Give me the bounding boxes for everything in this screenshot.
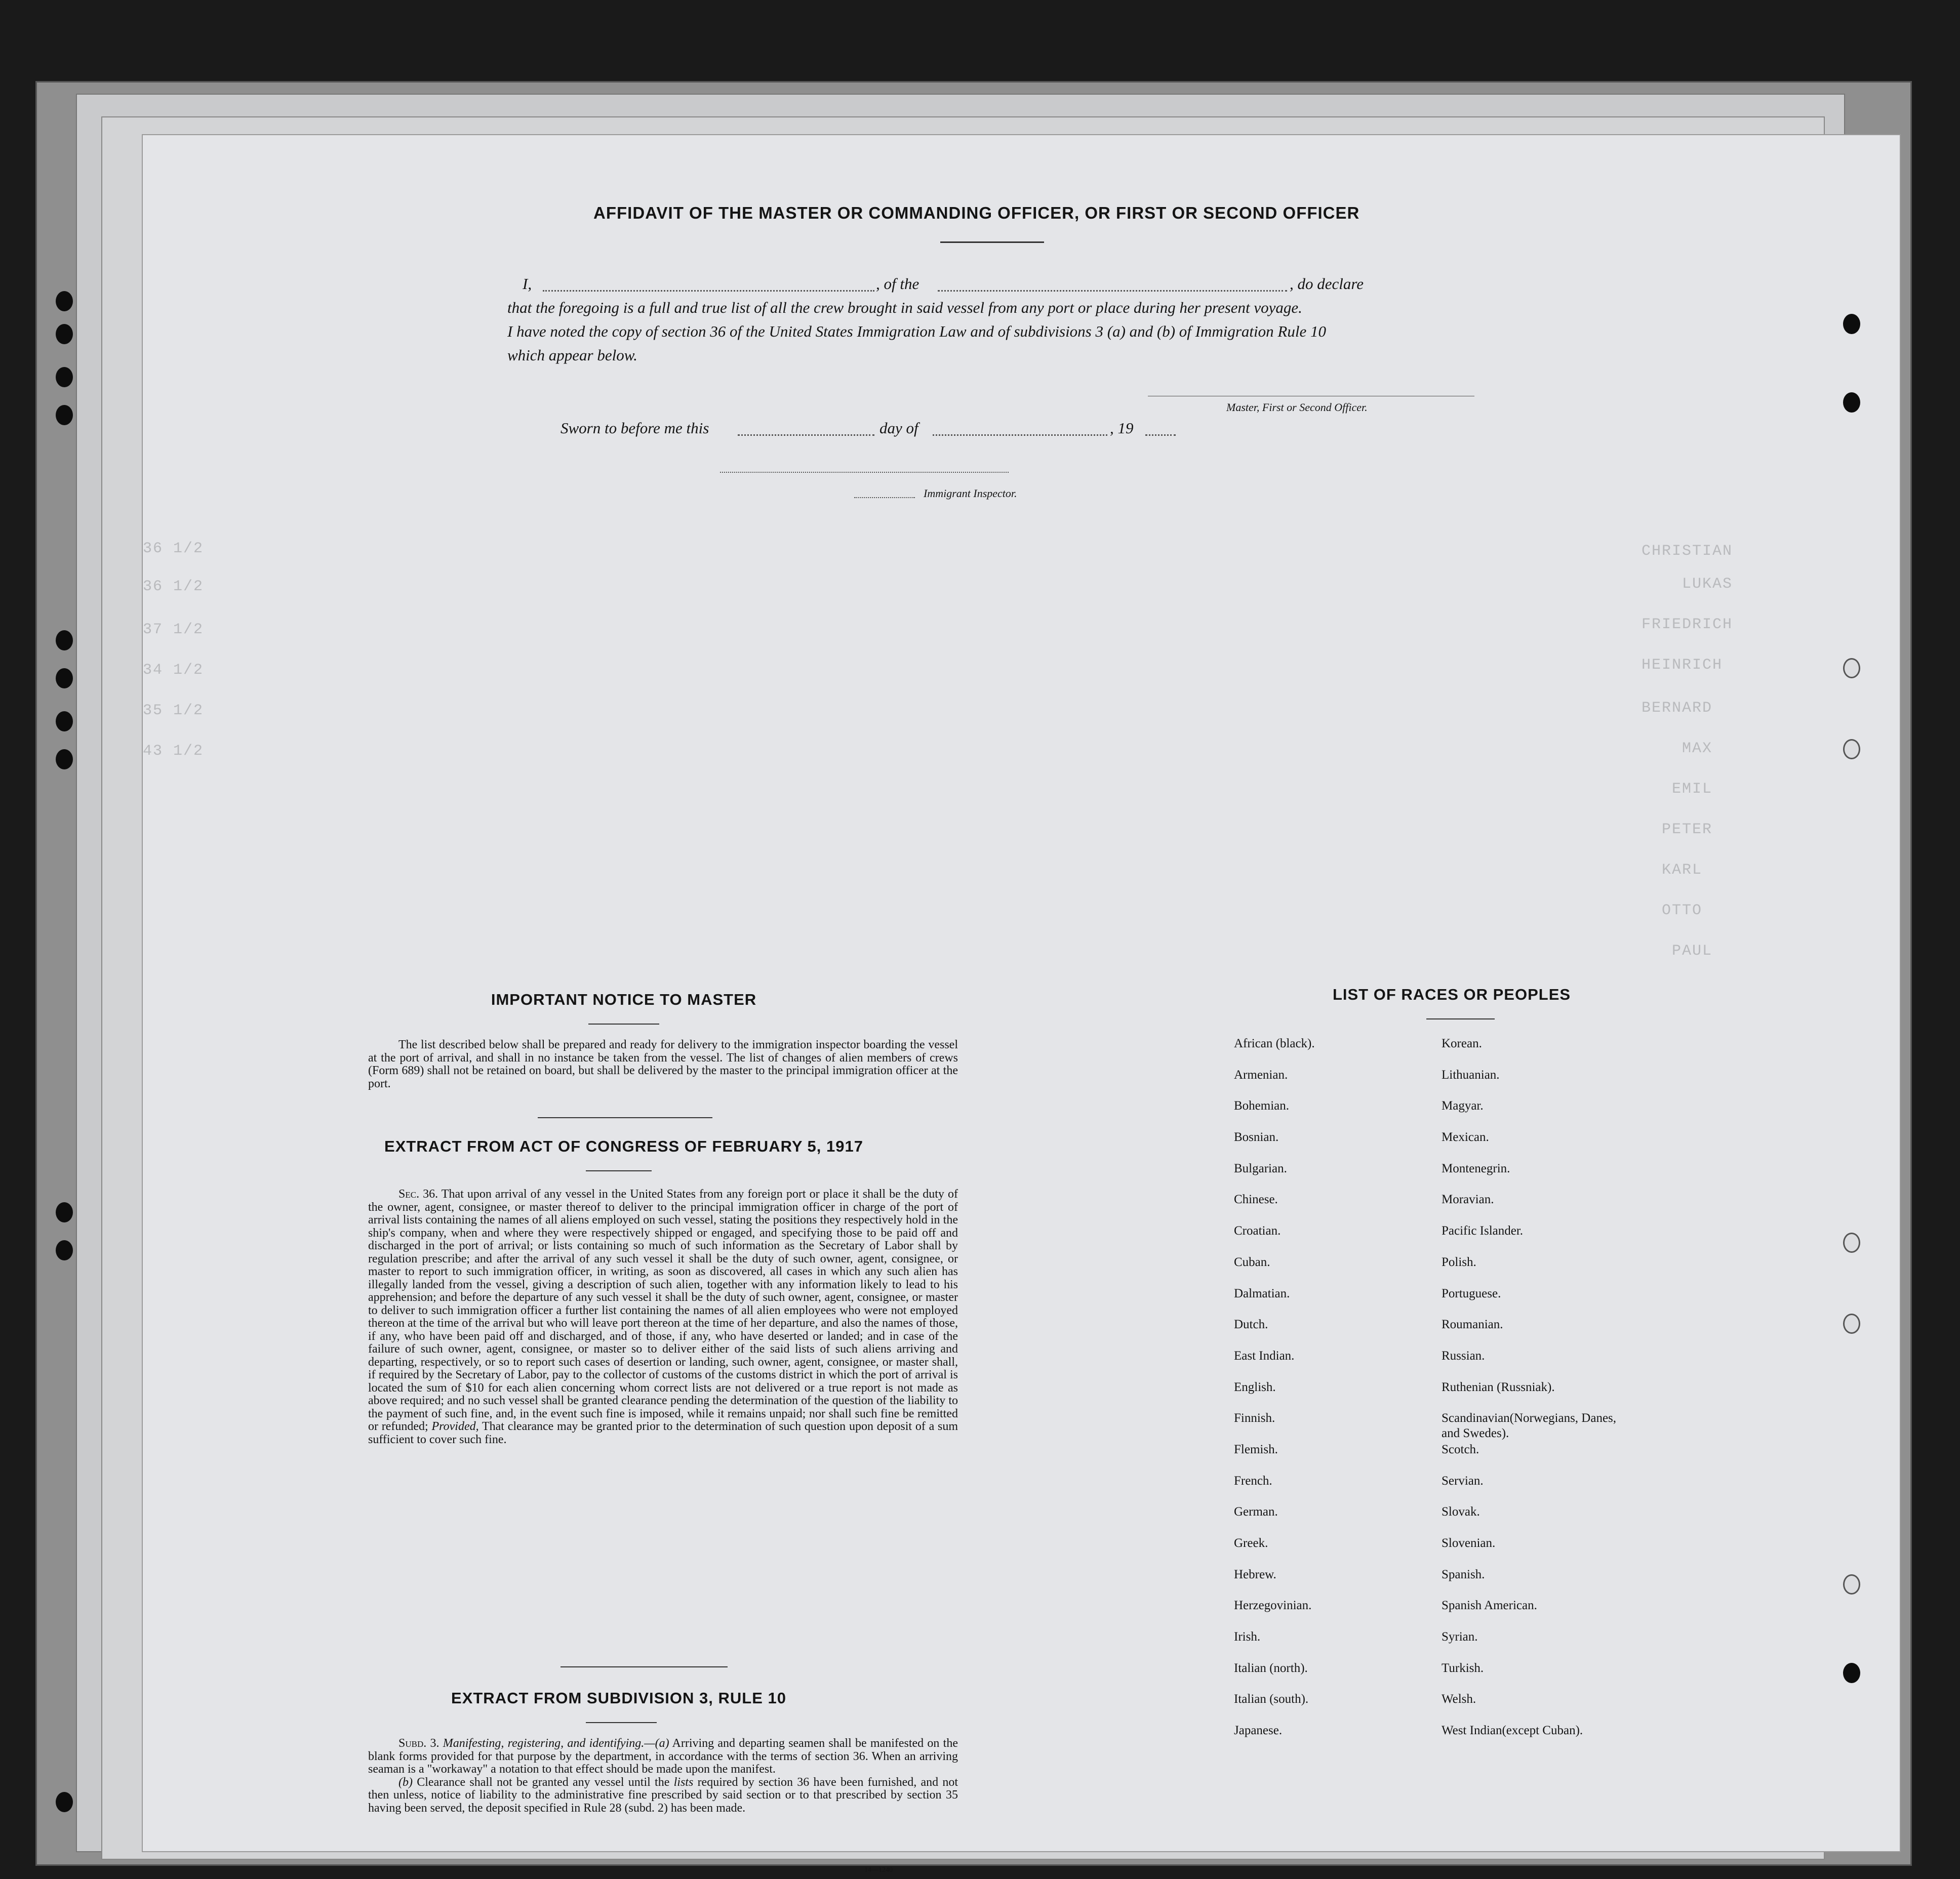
race-item: Polish.	[1442, 1255, 1476, 1269]
binding-hole	[1843, 1314, 1860, 1334]
binding-hole	[1843, 1663, 1860, 1683]
day-of-label: day of	[879, 419, 918, 437]
race-item: African (black).	[1234, 1037, 1315, 1050]
race-item: West Indian(except Cuban).	[1442, 1724, 1583, 1738]
binding-hole	[1843, 739, 1860, 759]
subd-heading: Manifesting, registering, and identifying.—(a)	[443, 1737, 669, 1750]
affidavit-line-3: I have noted the copy of section 36 of the United States Immigration Law and of subdivisions 3 (a) and (b) of Immigration Rule 10	[507, 322, 1326, 340]
race-item: English.	[1234, 1380, 1276, 1394]
race-item: Slovak.	[1442, 1505, 1480, 1519]
race-item: Irish.	[1234, 1630, 1261, 1644]
race-item: Lithuanian.	[1442, 1068, 1500, 1082]
form-page	[142, 134, 1901, 1874]
bleed-through: 37 1/2	[143, 621, 204, 638]
binding-hole	[56, 324, 73, 344]
sec-36-text: That upon arrival of any vessel in the United States from any foreign port or place it shall be the duty of the owner, agent, consignee, or master thereof to deliver to the principal immigration officer in charge of the port of arrival lists containing the names of all aliens employed on such vessel, stating the positions they respectively hold in the ship's company, when and where they were respectively shipped or engaged, and specifying those to be paid off and discharged in the port of arrival; or lists containing so much of such information as the Secretary of Labor shall by regulation prescribe; and after the arrival of any such vessel it shall be the duty of such owner, agent, consignee, or master to report to such immigration officer, in writing, as soon as discovered, all cases in which any such alien has illegally landed from the vessel, giving a description of such alien, together with any information likely to lead to his apprehension; and before the departure of any such vessel it shall be the duty of such owner, agent, consignee, or master to deliver to such immigration officer a further list containing the names of all alien employees who were not employed thereon at the time of the arrival but who will leave port thereon at the time of her departure, and also the names of those, if any, who have been paid off and discharged, and of those, if any, who have deserted or landed; and in case of the failure of such owner, agent, consignee, or master so to deliver either of the said lists of such aliens arriving and departing, respectively, or so to report such cases of desertion or landing, such owner, agent, consignee, or master shall, if required by the Secretary of Labor, pay to the collector of customs of the customs district in which the port of arrival is located the sum of $10 for each alien concerning whom correct lists are not delivered or a true report is not made as above required; and no such vessel shall be granted clearance pending the determination of the question of the liability to the payment of such fine, and, in the event such fine is imposed, while it remains unpaid; nor shall such fine be remitted or refunded;	[368, 1188, 958, 1433]
bleed-through: MAX	[1682, 740, 1713, 757]
declare-i: I,	[523, 275, 532, 293]
race-item: Flemish.	[1234, 1442, 1278, 1456]
provided-label: Provided,	[431, 1420, 479, 1433]
notice-text: The list described below shall be prepared and ready for delivery to the immigration inspector boarding the vessel at the port of arrival, and shall in no instance be taken from the vessel. The list of changes of alien members of crews (Form 689) shall not be retained on board, but shall be delivered by the master to the principal immigration officer at the port.	[368, 1038, 958, 1090]
declare-end: , do declare	[1290, 275, 1364, 293]
binding-hole	[56, 749, 73, 769]
affidavit-line-4: which appear below.	[507, 346, 637, 364]
race-item: Welsh.	[1442, 1692, 1476, 1706]
bleed-through: EMIL	[1672, 781, 1713, 798]
race-item: Syrian.	[1442, 1630, 1478, 1644]
master-caption: Master, First or Second Officer.	[1226, 401, 1368, 414]
subd-text-b1: Clearance shall not be granted any vessel until the	[417, 1775, 670, 1789]
binding-hole	[56, 668, 73, 688]
title-rule	[940, 241, 1044, 243]
binding-hole	[1843, 1574, 1860, 1595]
race-item: Turkish.	[1442, 1661, 1484, 1675]
affidavit-line-2: that the foregoing is a full and true list of all the crew brought in said vessel from any port or place during her present voyage.	[507, 299, 1302, 316]
sworn-day-field[interactable]	[738, 434, 874, 436]
rule10-title: EXTRACT FROM SUBDIVISION 3, RULE 10	[451, 1689, 786, 1707]
lists-word: lists	[673, 1775, 694, 1789]
race-item: German.	[1234, 1505, 1278, 1519]
subd-label: Subd. 3.	[398, 1737, 439, 1750]
bleed-through: PETER	[1662, 821, 1713, 838]
races-rule	[1426, 1018, 1495, 1019]
race-item: Slovenian.	[1442, 1536, 1496, 1550]
affidavit-body	[507, 272, 1479, 367]
sworn-line	[561, 416, 1320, 440]
binding-hole	[56, 1202, 73, 1222]
race-item: Herzegovinian.	[1234, 1599, 1312, 1613]
bleed-through: 43 1/2	[143, 743, 204, 760]
bleed-through: KARL	[1662, 862, 1703, 879]
bleed-through: BERNARD	[1642, 700, 1713, 717]
sworn-year-field[interactable]	[1145, 434, 1176, 436]
notice-title: IMPORTANT NOTICE TO MASTER	[491, 991, 757, 1008]
race-item: Spanish American.	[1442, 1599, 1537, 1613]
race-item: Finnish.	[1234, 1411, 1275, 1425]
name-field[interactable]	[543, 290, 874, 292]
act-divider	[561, 1666, 728, 1667]
subd-text-a: Arriving and departing seamen shall be manifested on the blank forms provided for that purpose by the department, in accordance with the terms of section 36. When an arriving seaman is a "workaway" a notation to that effect should be made upon the manifest.	[368, 1737, 958, 1776]
race-item: Bosnian.	[1234, 1130, 1279, 1145]
race-item: Ruthenian (Russniak).	[1442, 1380, 1555, 1394]
race-item: East Indian.	[1234, 1349, 1295, 1363]
race-item: Italian (north).	[1234, 1661, 1308, 1675]
bleed-through: OTTO	[1662, 902, 1703, 919]
races-left-column	[1234, 1036, 1436, 1754]
race-item: Japanese.	[1234, 1724, 1283, 1738]
race-item: Spanish.	[1442, 1567, 1485, 1581]
act-title: EXTRACT FROM ACT OF CONGRESS OF FEBRUARY 5, 1917	[384, 1137, 863, 1155]
race-item: Chinese.	[1234, 1193, 1278, 1207]
declare-of-the: , of the	[876, 275, 919, 293]
binding-hole	[56, 405, 73, 425]
b-label: (b)	[398, 1775, 413, 1789]
binding-hole	[1843, 392, 1860, 413]
race-item: Mexican.	[1442, 1130, 1489, 1145]
bleed-through: 34 1/2	[143, 662, 204, 679]
race-item: Servian.	[1442, 1474, 1484, 1488]
binding-hole	[1843, 1233, 1860, 1253]
inspector-signature-field[interactable]	[720, 472, 1009, 473]
race-item: Russian.	[1442, 1349, 1485, 1363]
sec-label: Sec. 36.	[398, 1188, 438, 1201]
notice-divider	[538, 1117, 712, 1118]
subd-text-b2: required by section 36 have been furnished, and not then unless, notice of liability to the administrative fine prescribed by said section or to that prescribed by section 35 having been served, the deposit specified in Rule 28 (subd. 2) has been made.	[368, 1775, 958, 1815]
bleed-through: 36 1/2	[143, 578, 204, 595]
race-item: Roumanian.	[1442, 1318, 1503, 1332]
race-item: Magyar.	[1442, 1099, 1484, 1113]
bleed-through: HEINRICH	[1642, 657, 1723, 674]
bleed-through: FRIEDRICH	[1642, 616, 1733, 633]
bleed-through: 36 1/2	[143, 540, 204, 557]
rule10-rule	[586, 1722, 657, 1723]
race-item: Cuban.	[1234, 1255, 1270, 1269]
notice-rule	[588, 1024, 659, 1025]
race-item: Portuguese.	[1442, 1286, 1501, 1300]
act-text	[368, 1188, 958, 1446]
bleed-through: LUKAS	[1682, 576, 1733, 593]
inspector-caption: Immigrant Inspector.	[924, 487, 1017, 500]
races-title: LIST OF RACES OR PEOPLES	[1332, 986, 1571, 1003]
binding-hole	[1843, 658, 1860, 678]
form-number: 14—1240	[864, 1866, 893, 1874]
races-right-column	[1442, 1036, 1654, 1754]
race-item: Armenian.	[1234, 1068, 1288, 1082]
sworn-month-field[interactable]	[933, 434, 1107, 436]
race-item: Bohemian.	[1234, 1099, 1290, 1113]
binding-hole	[1843, 314, 1860, 334]
race-item: Scotch.	[1442, 1442, 1479, 1456]
year-label: , 19	[1110, 419, 1134, 437]
inspector-caption-rule	[854, 497, 915, 498]
race-item: Croatian.	[1234, 1224, 1281, 1238]
binding-hole	[56, 630, 73, 650]
race-item: Greek.	[1234, 1536, 1268, 1550]
rule10-text	[368, 1737, 958, 1815]
race-item: Bulgarian.	[1234, 1161, 1287, 1175]
race-item: Moravian.	[1442, 1193, 1494, 1207]
act-rule	[586, 1170, 652, 1171]
binding-hole	[56, 367, 73, 387]
race-item: Montenegrin.	[1442, 1161, 1510, 1175]
race-item: French.	[1234, 1474, 1272, 1488]
binding-hole	[56, 711, 73, 731]
race-item: Scandinavian(Norwegians, Danes, and Swedes).	[1442, 1411, 1617, 1441]
provided-text: That clearance may be granted prior to the determination of such question upon deposit of a sum sufficient to cover such fine.	[368, 1420, 958, 1446]
race-item: Hebrew.	[1234, 1567, 1276, 1581]
bleed-through: PAUL	[1672, 943, 1713, 960]
binding-hole	[56, 1240, 73, 1260]
race-item: Dutch.	[1234, 1318, 1268, 1332]
bleed-through: CHRISTIAN	[1642, 543, 1733, 560]
race-item: Dalmatian.	[1234, 1286, 1290, 1300]
race-item: Pacific Islander.	[1442, 1224, 1524, 1238]
vessel-field[interactable]	[938, 290, 1287, 292]
race-item: Korean.	[1442, 1037, 1482, 1050]
sworn-label: Sworn to before me this	[561, 419, 709, 437]
binding-hole	[56, 291, 73, 311]
bleed-through: 35 1/2	[143, 702, 204, 719]
race-item: Italian (south).	[1234, 1692, 1309, 1706]
binding-hole	[56, 1792, 73, 1812]
affidavit-title: AFFIDAVIT OF THE MASTER OR COMMANDING OFFICER, OR FIRST OR SECOND OFFICER	[593, 203, 1360, 222]
